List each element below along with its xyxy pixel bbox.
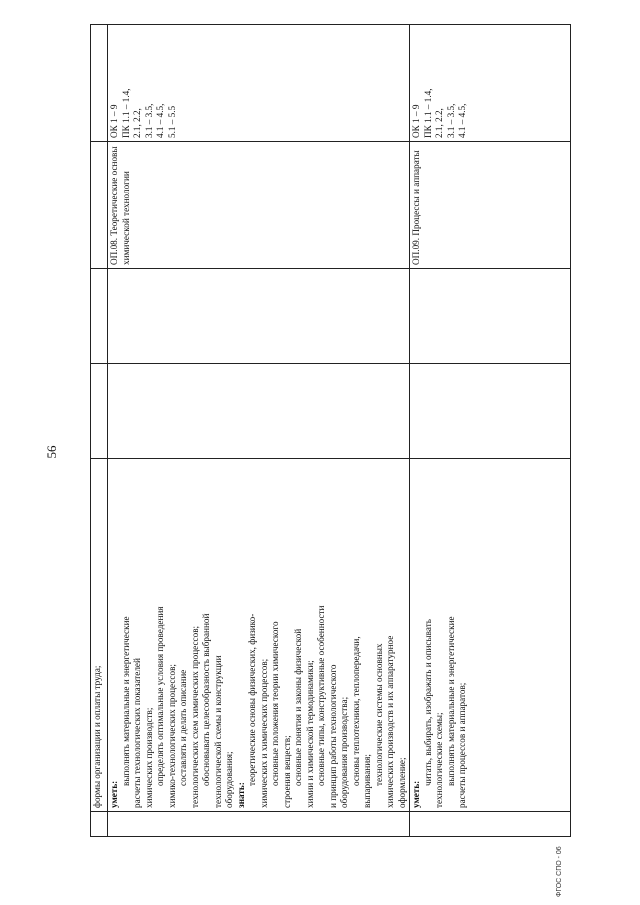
requirement-line: основные положения теории химического	[270, 621, 280, 786]
empty-cell	[410, 269, 571, 364]
competence-code: ОК 1 – 9	[109, 104, 119, 138]
requirement-line: и принцип работы технологического	[327, 664, 338, 808]
competence-code: 4.1 – 4.5,	[457, 103, 467, 138]
page-number: 56	[44, 445, 59, 459]
requirement-line: оборудования;	[224, 751, 234, 808]
requirement-line: химических производств и их аппаратурное	[385, 635, 395, 808]
competence-code: ПК 1.1 – 1.4,	[422, 88, 433, 138]
requirement-line: выпаривания;	[362, 754, 372, 808]
requirements-list	[109, 462, 408, 808]
discipline-cell	[108, 142, 410, 269]
requirement-line: оборудования производства;	[339, 696, 349, 808]
requirement-line: строения веществ;	[281, 735, 292, 808]
requirement-line: технологических схем химических процессов;	[189, 625, 200, 808]
competence-code: ПК 1.1 – 1.4,	[120, 88, 131, 138]
competence-table	[90, 24, 571, 837]
table-row	[410, 25, 571, 837]
description-cell	[91, 459, 108, 812]
empty-cell	[91, 269, 108, 364]
footer-code: ФГОС СПО - 06	[556, 846, 563, 897]
requirement-line: основные типы, конструктивные особенности	[316, 605, 326, 786]
requirement-line: теоретические основы физических, физико-	[247, 613, 257, 786]
requirement-line: химических производств;	[143, 707, 154, 808]
competence-cell	[91, 25, 108, 142]
competence-code: 3.1 – 3.5,	[445, 103, 456, 138]
competence-cell	[410, 25, 571, 142]
top-row-text: формы организации и оплаты труда;	[92, 665, 102, 808]
requirement-line: оформление;	[396, 757, 407, 808]
discipline-cell	[410, 142, 571, 269]
requirements-list	[411, 462, 469, 808]
index-cell	[108, 812, 410, 837]
competence-code: 4.1 – 4.5,	[155, 103, 165, 138]
competence-list	[411, 28, 469, 138]
index-cell	[91, 812, 108, 837]
competence-code: 2.1, 2.2,	[434, 108, 444, 138]
competence-code: ОК 1 – 9	[411, 104, 421, 138]
competence-list	[109, 28, 178, 138]
rotated-page	[44, 67, 563, 897]
index-cell	[410, 812, 571, 837]
discipline-cell	[91, 142, 108, 269]
table-row	[108, 25, 410, 837]
requirement-line: химико-технологических процессов;	[166, 664, 177, 808]
requirement-line: выполнять материальные и энергетические	[120, 616, 131, 786]
requirement-line: технологические схемы;	[434, 712, 444, 808]
requirement-line: составлять и делать описание	[178, 669, 188, 786]
discipline-name: ОП.09. Процессы и аппараты	[411, 150, 421, 265]
section-label: уметь:	[411, 780, 421, 808]
discipline-name: ОП.08. Теоретические основы химической технологии	[109, 146, 131, 265]
requirement-line: расчеты технологических показателей	[132, 658, 142, 808]
requirement-line: химии и химической термодинамики;	[304, 660, 315, 808]
section-label: уметь:	[109, 780, 119, 808]
competence-code: 3.1 – 3.5,	[143, 103, 154, 138]
requirement-line: расчеты процессов и аппаратов;	[457, 682, 467, 808]
section-label: знать:	[235, 782, 246, 808]
requirement-line: химических и химических процессов;	[258, 658, 269, 808]
requirement-line: выполнять материальные и энергетические	[445, 616, 456, 786]
empty-cell	[108, 269, 410, 364]
table-row	[91, 25, 108, 837]
requirement-line: обосновывать целесообразность выбранной	[201, 613, 211, 786]
description-cell	[108, 459, 410, 812]
requirement-line: читать, выбирать, изображать и описывать	[422, 619, 433, 786]
empty-cell	[108, 364, 410, 459]
requirement-line: технологической схемы и конструкции	[212, 655, 223, 808]
requirement-line: основные понятия и законы физической	[293, 628, 303, 786]
requirement-line: основы теплотехники, теплопередачи,	[350, 636, 361, 786]
requirement-line: определять оптимальные условия проведения	[155, 606, 165, 786]
empty-cell	[91, 364, 108, 459]
competence-code: 5.1 – 5.5	[166, 105, 177, 138]
requirement-line: технологические системы основных	[373, 643, 384, 786]
empty-cell	[410, 364, 571, 459]
competence-cell	[108, 25, 410, 142]
description-cell	[410, 459, 571, 812]
competence-code: 2.1, 2.2,	[132, 108, 142, 138]
